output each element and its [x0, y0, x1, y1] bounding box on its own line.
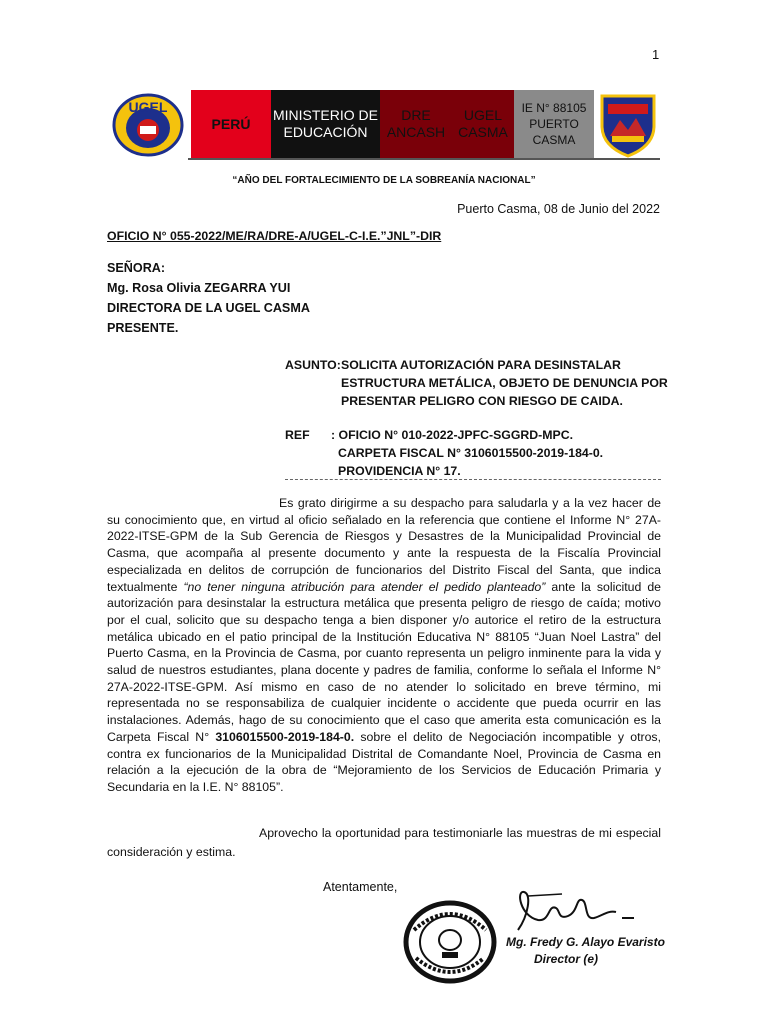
oficio-number: OFICIO N° 055-2022/ME/RA/DRE-A/UGEL-C-I.E.”JNL”-DIR [107, 229, 442, 243]
ugel-logo [107, 92, 189, 158]
ugel-cell [452, 90, 514, 158]
closing-paragraph [107, 824, 661, 862]
recipient-position: DIRECTORA DE LA UGEL CASMA [107, 301, 310, 315]
reference-label: REF [285, 428, 310, 442]
subject-label: ASUNTO: [285, 358, 341, 372]
peru-cell: PERÚ [191, 90, 271, 158]
official-seal-icon [402, 900, 498, 984]
ie-line3: CASMA [532, 133, 576, 147]
subject-line3: PRESENTAR PELIGRO CON RIESGO DE CAIDA. [341, 394, 623, 408]
recipient-block [107, 258, 310, 338]
ministerio-line2: EDUCACIÓN [283, 124, 368, 140]
school-crest-icon [596, 90, 660, 158]
letter-body [107, 495, 661, 796]
recipient-salutation: SEÑORA: [107, 261, 166, 275]
dre-line1: DRE [401, 107, 431, 123]
ugel-logo-text: UGEL [128, 99, 168, 115]
closing-text: Aprovecho la oportunidad para testimoniarle las muestras de mi especial consideración y estima. [107, 826, 661, 859]
signature-block [402, 886, 665, 986]
dre-line2: ANCASH [386, 124, 446, 140]
reference-line1: : OFICIO N° 010-2022-JPFC-SGGRD-MPC. [331, 428, 574, 442]
dre-cell [380, 90, 452, 158]
ie-cell [514, 90, 594, 158]
sign-off: Atentamente, [323, 880, 398, 894]
page-number: 1 [652, 47, 660, 62]
body-carpeta-number: 3106015500-2019-184-0. [215, 729, 355, 744]
recipient-name: Mg. Rosa Olivia ZEGARRA YUI [107, 281, 291, 295]
header-rule [188, 158, 660, 160]
body-paragraph-part1: Es grato dirigirme a su despacho para saludarla y a la vez hacer de su conocimiento que, en virtud al oficio señalado en la referencia que contiene el Informe N° 27A-2022-ITSE-GPM de la Sub Gerencia de Riesgos y Desastres de la Municipalidad Provincial de Casma, que acompaña al presente documento y ante la respuesta de la Fiscalía Provincial especializada en delitos de corrupción de funcionarios del Distrito Fiscal del Santa, que indica textualmente [107, 496, 661, 594]
ie-line1: IE N° 88105 [521, 101, 587, 115]
ugel-line1: UGEL [463, 107, 503, 123]
body-quote: “no tener ninguna atribución para atender el pedido planteado” [183, 579, 546, 594]
ugel-line2: CASMA [458, 124, 508, 140]
year-motto: “AÑO DEL FORTALECIMIENTO DE LA SOBREANÍA NACIONAL” [232, 175, 536, 186]
signer-name: Mg. Fredy G. Alayo Evaristo [506, 935, 665, 949]
recipient-presente: PRESENTE. [107, 321, 179, 335]
body-paragraph-part2: ante la solicitud de autorización para desinstalar la estructura metálica que presenta peligro de riesgo de caída; motivo por el cual, solicito que su despacho tenga a bien disponer y/o autorice el retiro de la estructura metálica ubicado en el patio principal de la Institución Educativa N° 88105 “Juan Noel Lastra” del Puerto Casma, en la Provincia de Casma, por cuanto representa un peligro inminente para la vida y salud de nuestros estudiantes, plana docente y padres de familia, conforme lo señala el Informe N° 27A-2022-ITSE-GPM. Así mismo en caso de no atender lo solicitado en breve término, mi representada no se responsabiliza de cualquier incidente o accidente que pueda ocurrir en las instalaciones. Además, hago de su conocimiento que el caso que amerita esta comunicación es la Carpeta Fiscal N° [107, 579, 661, 744]
handwritten-signature [498, 886, 648, 942]
body-paragraph-part3: sobre el delito de Negociación incompatible y otros, contra ex funcionarios de la Municipalidad Distrital de Comandante Noel, Provincia de Casma en relación a la ejecución de la obra de “Mejoramiento de los Servicios de Educación Primaria y Secundaria en la I.E. N° 88105”. [107, 729, 661, 794]
signer-role: Director (e) [534, 952, 599, 966]
dashed-separator [285, 479, 661, 480]
subject-line1: SOLICITA AUTORIZACIÓN PARA DESINSTALAR [341, 358, 621, 372]
place-date: Puerto Casma, 08 de Junio del 2022 [457, 202, 660, 216]
reference-line2: CARPETA FISCAL N° 3106015500-2019-184-0. [338, 446, 604, 460]
letterhead [107, 90, 660, 160]
ie-line2: PUERTO [529, 117, 579, 131]
reference-line3: PROVIDENCIA N° 17. [338, 464, 461, 478]
ministerio-line1: MINISTERIO DE [272, 107, 378, 123]
subject-line2: ESTRUCTURA METÁLICA, OBJETO DE DENUNCIA POR [341, 376, 668, 390]
ministerio-cell [271, 90, 380, 158]
